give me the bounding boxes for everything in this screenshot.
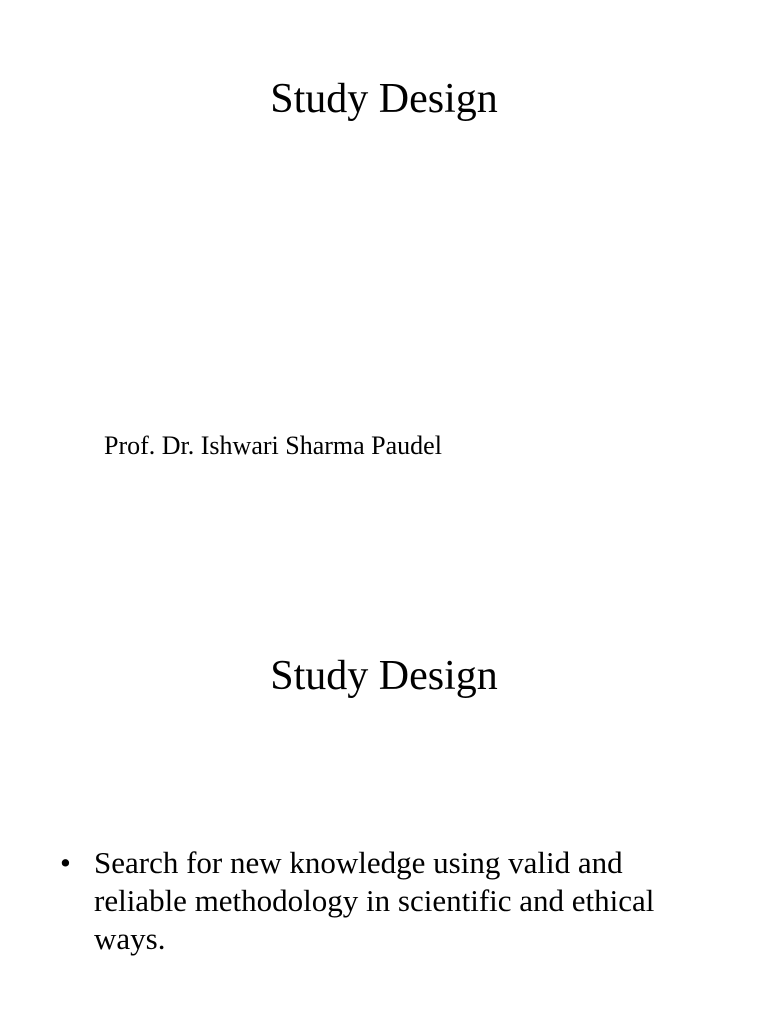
slide-2 [0,576,768,1024]
bullet-icon: • [60,845,71,880]
slide-title: Study Design [270,76,498,122]
slide-title: Study Design [270,653,498,699]
bullet-list [60,844,720,958]
bullet-text: Search for new knowledge using valid and reliable methodology in scientific and ethical ways. [94,845,655,956]
bullet-item [60,844,720,958]
author-name: Prof. Dr. Ishwari Sharma Paudel [104,431,442,460]
